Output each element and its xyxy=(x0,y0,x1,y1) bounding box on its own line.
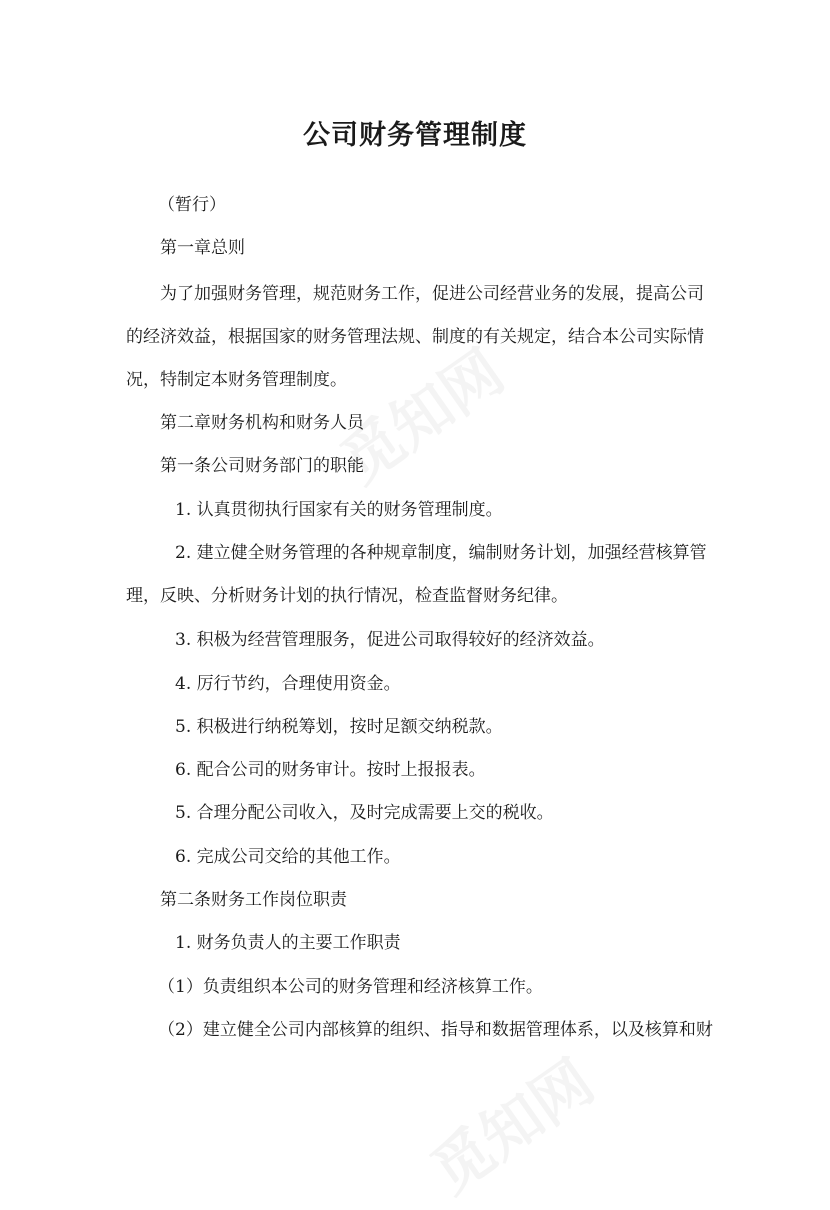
document-title: 公司财务管理制度 xyxy=(303,120,527,151)
text-line: 1. 财务负责人的主要工作职责 xyxy=(175,933,401,953)
text-line: 为了加强财务管理，规范财务工作，促进公司经营业务的发展，提高公司 xyxy=(160,284,704,304)
text-line: （2）建立健全公司内部核算的组织、指导和数据管理体系，以及核算和财 xyxy=(158,1020,713,1040)
text-line: 第一条公司财务部门的职能 xyxy=(160,456,364,476)
text-line: 1. 认真贯彻执行国家有关的财务管理制度。 xyxy=(175,500,503,520)
text-line: 4. 厉行节约，合理使用资金。 xyxy=(175,674,401,694)
text-line: 第一章总则 xyxy=(160,238,245,258)
text-line: 的经济效益，根据国家的财务管理法规、制度的有关规定，结合本公司实际情 xyxy=(126,327,704,347)
text-line: 6. 完成公司交给的其他工作。 xyxy=(175,847,401,867)
text-line: 5. 合理分配公司收入，及时完成需要上交的税收。 xyxy=(175,803,554,823)
text-line: （1）负责组织本公司的财务管理和经济核算工作。 xyxy=(158,977,543,997)
text-line: 3. 积极为经营管理服务，促进公司取得较好的经济效益。 xyxy=(175,630,605,650)
text-line: 第二章财务机构和财务人员 xyxy=(160,413,364,433)
watermark-bottom xyxy=(412,1036,609,1210)
text-line: 6. 配合公司的财务审计。按时上报报表。 xyxy=(175,760,486,780)
text-line: 第二条财务工作岗位职责 xyxy=(160,890,347,910)
text-line: 况，特制定本财务管理制度。 xyxy=(126,370,347,390)
text-line: （暂行） xyxy=(158,195,226,215)
text-line: 5. 积极进行纳税筹划，按时足额交纳税款。 xyxy=(175,717,503,737)
text-line: 理，反映、分析财务计划的执行情况，检查监督财务纪律。 xyxy=(126,586,568,606)
text-line: 2. 建立健全财务管理的各种规章制度，编制财务计划，加强经营核算管 xyxy=(175,543,707,563)
